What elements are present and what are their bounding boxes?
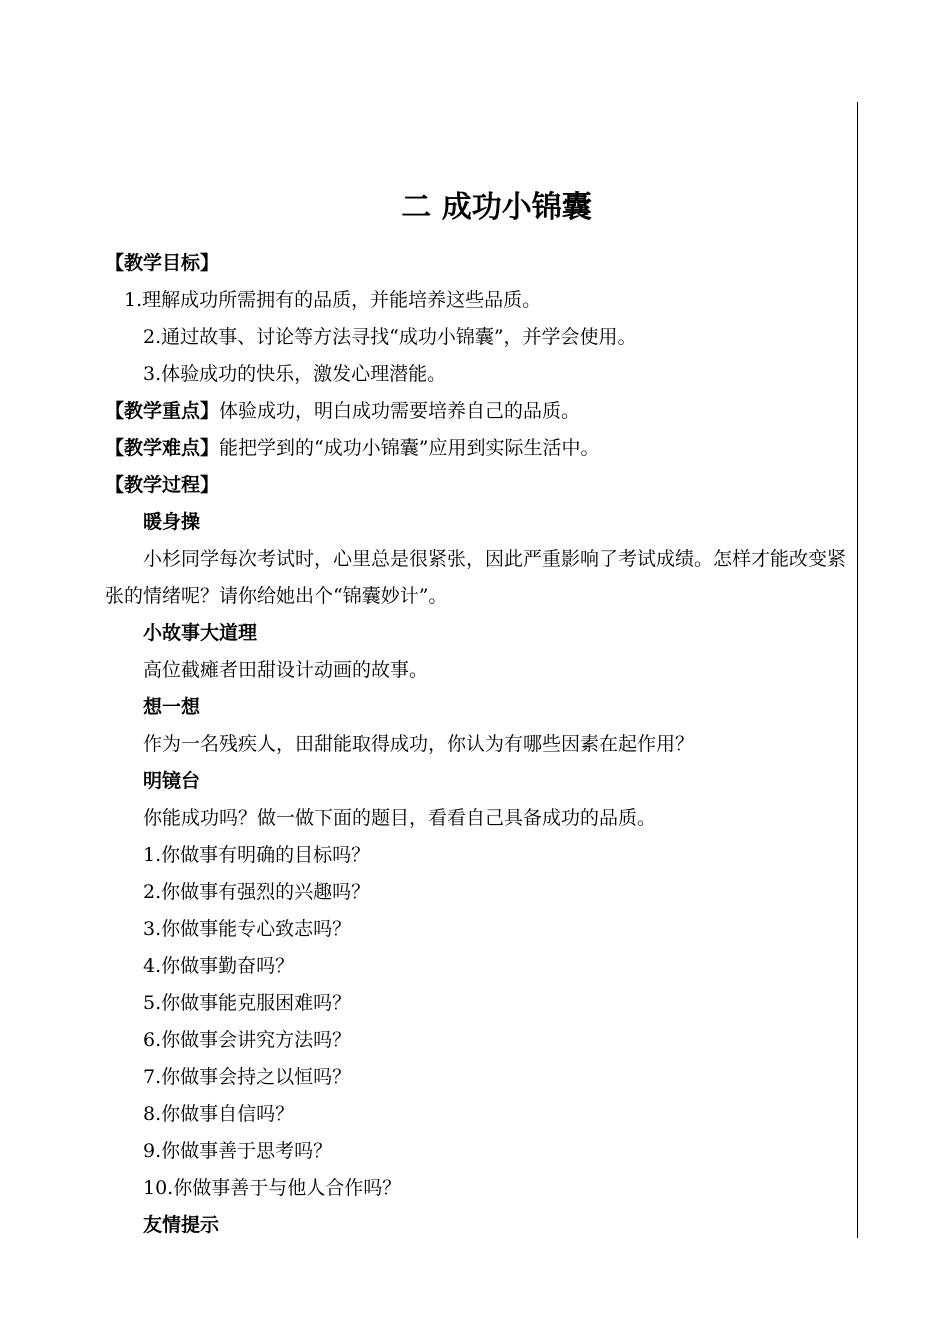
story-text: 高位截瘫者田甜设计动画的故事。	[143, 659, 429, 681]
difficulty-line	[105, 430, 855, 467]
question-item: 5.你做事能克服困难吗？	[143, 992, 352, 1014]
question-item: 8.你做事自信吗？	[143, 1103, 295, 1125]
story-heading: 小故事大道理	[143, 622, 258, 644]
question-item: 6.你做事会讲究方法吗？	[143, 1029, 352, 1051]
question-item: 10.你做事善于与他人合作吗？	[143, 1177, 402, 1199]
key-point-label: 【教学重点】	[105, 400, 220, 422]
objective-item: 3.体验成功的快乐，激发心理潜能。	[143, 363, 447, 385]
difficulty-text: 能把学到的“成功小锦囊”应用到实际生活中。	[219, 437, 600, 459]
difficulty-label: 【教学难点】	[105, 437, 220, 459]
key-point-line	[105, 393, 855, 430]
page-margin-rule	[857, 102, 858, 1238]
process-heading: 【教学过程】	[105, 474, 220, 496]
key-point-text: 体验成功，明白成功需要培养自己的品质。	[219, 400, 581, 422]
question-item: 2.你做事有强烈的兴趣吗？	[143, 881, 371, 903]
page-title: 二 成功小锦囊	[401, 190, 592, 225]
warmup-heading: 暖身操	[143, 511, 201, 533]
lesson-body	[105, 245, 855, 1244]
mirror-intro: 你能成功吗？做一做下面的题目，看看自己具备成功的品质。	[143, 807, 657, 829]
objectives-heading: 【教学目标】	[105, 252, 220, 274]
warmup-text: 小杉同学每次考试时，心里总是很紧张，因此严重影响了考试成绩。怎样才能改变紧张的情绪呢？请你给她出个“锦囊妙计”。	[105, 548, 847, 607]
question-item: 3.你做事能专心致志吗？	[143, 918, 352, 940]
think-text: 作为一名残疾人，田甜能取得成功，你认为有哪些因素在起作用？	[143, 733, 695, 755]
question-item: 7.你做事会持之以恒吗？	[143, 1066, 352, 1088]
mirror-heading: 明镜台	[143, 770, 201, 792]
question-item: 1.你做事有明确的目标吗？	[143, 844, 371, 866]
question-item: 4.你做事勤奋吗？	[143, 955, 295, 977]
question-item: 9.你做事善于思考吗？	[143, 1140, 333, 1162]
think-heading: 想一想	[143, 696, 201, 718]
tips-heading: 友情提示	[143, 1214, 220, 1236]
objective-item: 2.通过故事、讨论等方法寻找“成功小锦囊”，并学会使用。	[143, 326, 637, 348]
objective-item: 1.理解成功所需拥有的品质，并能培养这些品质。	[124, 289, 542, 311]
